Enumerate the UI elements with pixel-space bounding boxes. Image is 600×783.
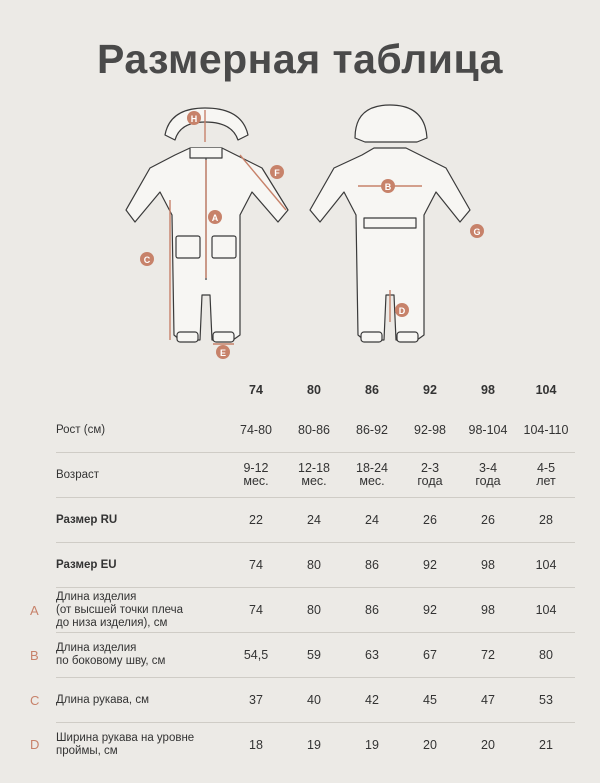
row-value-line: 19 bbox=[365, 737, 379, 752]
row-value bbox=[285, 408, 343, 453]
marker-a bbox=[208, 210, 222, 224]
svg-text:C: C bbox=[143, 255, 151, 265]
row-value-line: 26 bbox=[423, 512, 437, 527]
row-value-line: 18-24 bbox=[356, 461, 388, 475]
row-value bbox=[285, 453, 343, 498]
row-value bbox=[401, 498, 459, 543]
row-value-line: 92 bbox=[423, 602, 437, 617]
row-letter: D bbox=[30, 737, 40, 753]
row-value bbox=[343, 678, 401, 723]
row-value bbox=[343, 408, 401, 453]
row-value bbox=[227, 723, 285, 768]
row-value bbox=[343, 723, 401, 768]
row-value-line: 9-12 bbox=[243, 461, 269, 475]
page-title: Размерная таблица bbox=[97, 36, 503, 82]
row-letter: B bbox=[30, 647, 39, 663]
row-value-line: 98 bbox=[481, 557, 495, 572]
marker-d bbox=[395, 303, 409, 317]
marker-g bbox=[470, 224, 484, 238]
row-label-line: Размер EU bbox=[56, 558, 117, 571]
row-value bbox=[517, 453, 575, 498]
row-value bbox=[459, 588, 517, 633]
row-value bbox=[517, 633, 575, 678]
table-row bbox=[30, 588, 575, 633]
row-value-line: 20 bbox=[481, 737, 495, 752]
row-value bbox=[459, 678, 517, 723]
back-cuff-right bbox=[397, 332, 418, 342]
row-value bbox=[459, 543, 517, 588]
row-value-line: 67 bbox=[423, 647, 437, 662]
row-value bbox=[285, 678, 343, 723]
back-cuff-left bbox=[361, 332, 382, 342]
header-size-cell: 92 bbox=[423, 382, 437, 397]
row-value-line: 21 bbox=[539, 737, 553, 752]
row-value-line: лет bbox=[536, 474, 556, 488]
row-value-line: мес. bbox=[301, 474, 327, 488]
table-row bbox=[30, 543, 575, 588]
row-value-line: 98-104 bbox=[468, 422, 508, 437]
row-value bbox=[285, 588, 343, 633]
table-row bbox=[30, 453, 575, 498]
row-value-line: 54,5 bbox=[243, 647, 269, 662]
row-value-line: 92-98 bbox=[414, 422, 446, 437]
row-value bbox=[459, 453, 517, 498]
header-size-cell: 80 bbox=[307, 382, 321, 397]
row-label-line: Ширина рукава на уровне bbox=[56, 732, 195, 744]
table-row bbox=[30, 723, 575, 768]
row-value-line: мес. bbox=[243, 474, 269, 488]
marker-c bbox=[140, 252, 154, 266]
row-letter bbox=[30, 498, 56, 543]
header-size-cell: 74 bbox=[249, 382, 263, 397]
row-value-line: 80-86 bbox=[298, 422, 330, 437]
row-value-line: 86 bbox=[365, 602, 379, 617]
row-label bbox=[56, 408, 227, 453]
row-value-line: 80 bbox=[307, 557, 321, 572]
row-value bbox=[401, 588, 459, 633]
header-blank-letter bbox=[30, 372, 56, 408]
row-value-line: 37 bbox=[249, 692, 263, 707]
row-value-line: 24 bbox=[307, 512, 321, 527]
row-letter bbox=[30, 543, 56, 588]
front-collar bbox=[190, 148, 222, 158]
marker-e bbox=[216, 345, 230, 359]
row-label-line: до низа изделия), см bbox=[56, 616, 168, 629]
row-value bbox=[343, 588, 401, 633]
row-value bbox=[401, 723, 459, 768]
row-label-line: проймы, см bbox=[56, 745, 118, 757]
row-value bbox=[343, 453, 401, 498]
row-value-line: 18 bbox=[249, 737, 263, 752]
row-value-line: 80 bbox=[307, 602, 321, 617]
row-label bbox=[56, 498, 227, 543]
row-value bbox=[227, 543, 285, 588]
header-size-cell: 98 bbox=[481, 382, 495, 397]
row-value bbox=[517, 498, 575, 543]
row-value bbox=[517, 543, 575, 588]
row-value-line: 104 bbox=[535, 557, 557, 572]
front-cuff-right bbox=[213, 332, 234, 342]
row-value bbox=[459, 498, 517, 543]
row-value-line: 63 bbox=[365, 647, 379, 662]
row-label bbox=[56, 543, 227, 588]
svg-text:H: H bbox=[190, 114, 198, 124]
front-hood bbox=[165, 108, 248, 140]
marker-f bbox=[270, 165, 284, 179]
row-value-line: 42 bbox=[365, 692, 379, 707]
row-value-line: мес. bbox=[359, 474, 385, 488]
row-value bbox=[401, 408, 459, 453]
back-waist-elastic bbox=[364, 218, 416, 228]
row-value-line: 74-80 bbox=[240, 422, 272, 437]
row-label-line: Длина изделия bbox=[56, 590, 137, 603]
marker-b bbox=[381, 179, 395, 193]
row-value-line: 74 bbox=[249, 557, 263, 572]
row-label bbox=[56, 588, 227, 633]
row-value-line: года bbox=[417, 474, 443, 488]
row-label bbox=[56, 633, 227, 678]
row-value-line: 26 bbox=[481, 512, 495, 527]
row-value-line: 86-92 bbox=[356, 422, 388, 437]
row-value-line: 92 bbox=[423, 557, 437, 572]
svg-text:D: D bbox=[398, 306, 406, 316]
row-label-line: по боковому шву, см bbox=[56, 655, 166, 667]
row-value-line: 40 bbox=[307, 692, 321, 707]
row-value bbox=[285, 498, 343, 543]
row-letter: A bbox=[30, 602, 39, 618]
row-value-line: 20 bbox=[423, 737, 437, 752]
row-value-line: 80 bbox=[539, 647, 553, 662]
row-label bbox=[56, 723, 227, 768]
table-row bbox=[30, 498, 575, 543]
size-table bbox=[30, 372, 575, 767]
row-value bbox=[227, 453, 285, 498]
row-value bbox=[459, 723, 517, 768]
garment-illustration bbox=[0, 100, 600, 360]
table-row bbox=[30, 678, 575, 723]
row-letter bbox=[30, 408, 56, 453]
front-pocket-right bbox=[212, 236, 236, 258]
svg-text:E: E bbox=[219, 348, 227, 358]
row-value-line: 104-110 bbox=[523, 422, 569, 437]
svg-text:B: B bbox=[384, 182, 392, 192]
row-value-line: 98 bbox=[481, 602, 495, 617]
row-value bbox=[343, 543, 401, 588]
row-value bbox=[227, 588, 285, 633]
row-value bbox=[343, 498, 401, 543]
header-blank-label bbox=[56, 372, 227, 408]
row-value-line: года bbox=[475, 474, 501, 488]
row-letter bbox=[30, 453, 56, 498]
row-value-line: 72 bbox=[481, 647, 495, 662]
row-label bbox=[56, 678, 227, 723]
row-label-line: Длина изделия bbox=[56, 642, 137, 654]
row-value-line: 24 bbox=[365, 512, 379, 527]
row-value-line: 47 bbox=[481, 692, 495, 707]
svg-text:F: F bbox=[274, 168, 280, 178]
row-value bbox=[227, 498, 285, 543]
row-value-line: 22 bbox=[249, 512, 263, 527]
table-header-row bbox=[30, 372, 575, 408]
row-label-line: Рост (см) bbox=[56, 423, 106, 436]
row-value-line: 19 bbox=[307, 737, 321, 752]
svg-text:G: G bbox=[473, 227, 481, 237]
row-label bbox=[56, 453, 227, 498]
row-value-line: 104 bbox=[535, 602, 557, 617]
row-value bbox=[227, 633, 285, 678]
row-value-line: 74 bbox=[249, 602, 263, 617]
row-value bbox=[517, 588, 575, 633]
row-label-line: Размер RU bbox=[56, 513, 118, 526]
row-value-line: 59 bbox=[307, 647, 321, 662]
row-label-line: (от высшей точки плеча bbox=[56, 603, 184, 616]
row-value bbox=[401, 633, 459, 678]
row-value bbox=[227, 408, 285, 453]
header-size-cell: 86 bbox=[365, 382, 379, 397]
row-value bbox=[517, 723, 575, 768]
header-size-cell: 104 bbox=[535, 382, 557, 397]
row-value-line: 28 bbox=[539, 512, 553, 527]
row-value-line: 12-18 bbox=[298, 461, 330, 475]
row-value bbox=[285, 633, 343, 678]
row-value bbox=[401, 678, 459, 723]
marker-h bbox=[187, 111, 201, 125]
back-hood bbox=[355, 105, 427, 142]
row-value bbox=[285, 723, 343, 768]
row-value-line: 2-3 bbox=[420, 461, 440, 475]
row-label-line: Возраст bbox=[56, 468, 100, 481]
row-value bbox=[401, 543, 459, 588]
row-value-line: 86 bbox=[365, 557, 379, 572]
row-value bbox=[401, 453, 459, 498]
row-value bbox=[343, 633, 401, 678]
row-value bbox=[517, 408, 575, 453]
table-row bbox=[30, 408, 575, 453]
front-pocket-left bbox=[176, 236, 200, 258]
row-value bbox=[459, 633, 517, 678]
row-value bbox=[227, 678, 285, 723]
row-value-line: 45 bbox=[423, 692, 437, 707]
row-value bbox=[285, 543, 343, 588]
row-value-line: 4-5 bbox=[536, 461, 556, 475]
row-value bbox=[459, 408, 517, 453]
front-body bbox=[126, 148, 288, 340]
row-letter: C bbox=[30, 692, 40, 708]
svg-text:A: A bbox=[211, 213, 219, 223]
overall-diagram-svg bbox=[0, 100, 600, 360]
table-row bbox=[30, 633, 575, 678]
front-cuff-left bbox=[177, 332, 198, 342]
row-label-line: Длина рукава, см bbox=[56, 693, 149, 706]
row-value bbox=[517, 678, 575, 723]
row-value-line: 53 bbox=[539, 692, 553, 707]
row-value-line: 3-4 bbox=[478, 461, 498, 475]
